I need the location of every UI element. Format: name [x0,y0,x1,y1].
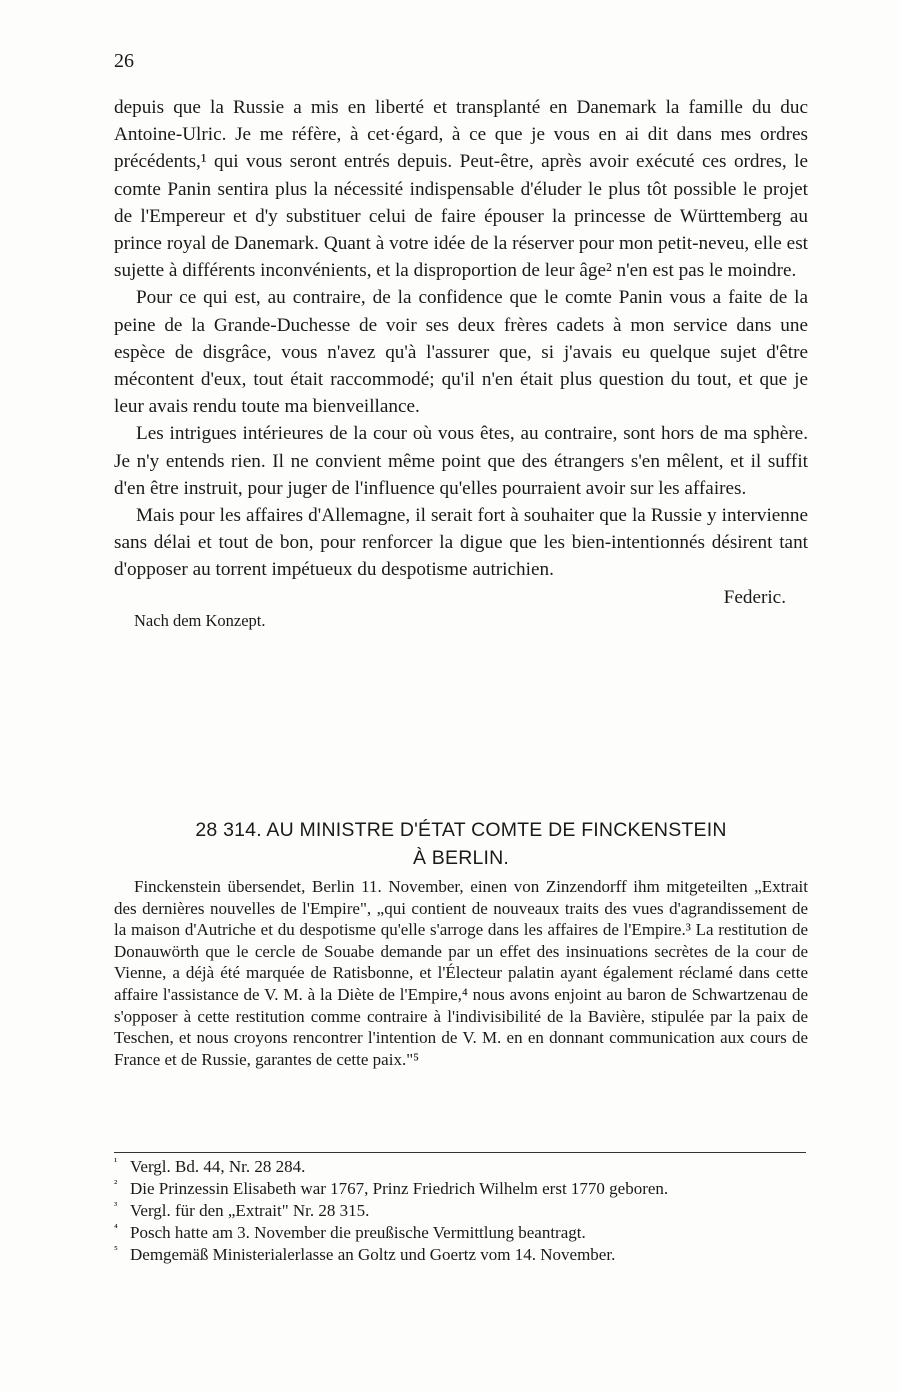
footnote: ³ Vergl. für den „Extrait" Nr. 28 315. [114,1200,370,1220]
footnote: ⁴ Posch hatte am 3. November die preußische Vermittlung beantragt. [114,1222,586,1242]
footnote-text: Posch hatte am 3. November die preußische Vermittlung beantragt. [130,1223,586,1242]
letter-paragraph: Mais pour les affaires d'Allemagne, il serait fort à souhaiter que la Russie y intervienne sans délai et tout de bon, pour renforcer la digue que les bien-intentionnés désirent tant d'opposer au torrent impétueux du despotisme autrichien. [114,505,808,581]
footnote-text: Demgemäß Ministerialerlasse an Goltz und Goertz vom 14. November. [130,1245,616,1264]
letter-body [114,94,808,632]
footnote-text: Vergl. Bd. 44, Nr. 28 284. [130,1157,306,1176]
letter-paragraph: depuis que la Russie a mis en liberté et transplanté en Danemark la famille du duc Antoine-Ulric. Je me réfère, à cet·égard, à ce que je vous en ai dit dans mes ordres précédents,¹ qui vous seront entrés depuis. Peut-être, après avoir exécuté ces ordres, le comte Panin sentira plus la nécessité indispensable d'éluder le plus tôt possible le projet de l'Empereur et d'y substituer celui de faire épouser la princesse de Württemberg au prince royal de Danemark. Quant à votre idée de la réserver pour mon petit-neveu, elle est sujette à différents inconvénients, et la disproportion de leur âge² n'en est pas le moindre. [114,97,808,282]
footnote: ¹ Vergl. Bd. 44, Nr. 28 284. [114,1156,306,1176]
signature: Federic. [723,586,786,608]
page-number: 26 [114,50,134,72]
letter-paragraph: Les intrigues intérieures de la cour où vous êtes, au contraire, sont hors de ma sphère. Je n'y entends rien. Il ne convient même point que des étrangers s'en mêlent, et il suffit d'en être instruit, pour juger de l'influence qu'elles pourraient avoir sur les affaires. [114,423,808,499]
heading-line: À BERLIN. [412,847,510,869]
footnote-text: Vergl. für den „Extrait" Nr. 28 315. [130,1201,370,1220]
source-note: Nach dem Konzept. [134,610,266,630]
summary-block [114,876,808,1070]
letter-paragraph: Pour ce qui est, au contraire, de la confidence que le comte Panin vous a faite de la peine de la Grande-Duchesse de voir ses deux frères cadets à mon service dans une espèce de disgrâce, vous n'avez qu'à l'assurer que, si j'avais eu quelque sujet d'être mécontent d'eux, tout était raccommodé; qu'il n'en était plus question du tout, et que je leur avais rendu toute ma bienveillance. [114,287,808,418]
document-heading [114,816,808,872]
footnote-text: Die Prinzessin Elisabeth war 1767, Prinz Friedrich Wilhelm erst 1770 geboren. [130,1179,669,1198]
footnote-divider [114,1152,806,1153]
summary-paragraph: Finckenstein übersendet, Berlin 11. November, einen von Zinzendorff ihm mitgeteilten „Extrait des dernières nouvelles de l'Empire", „qui contient de nouveaux traits des vues d'agrandissement de la maison d'Autriche et du despotisme qu'elle s'arroge dans les affaires de l'Empire.³ La restitution de Donauwörth que le cercle de Souabe demande par un effet des insinuations secrètes de la cour de Vienne, a déjà été marquée de Ratisbonne, et l'Électeur palatin ayant également réclamé dans cette affaire l'assistance de V. M. à la Diète de l'Empire,⁴ nous avons enjoint au baron de Schwartzenau de s'opposer à cette restitution comme contraire à l'indivisibilité de la Bavière, stipulée par la paix de Teschen, et nous croyons rencontrer l'intention de V. M. en en donnant communication aux cours de France et de Russie, garantes de cette paix."⁵ [114,877,808,1069]
footnotes [114,1156,808,1266]
footnote: ² Die Prinzessin Elisabeth war 1767, Prinz Friedrich Wilhelm erst 1770 geboren. [114,1178,669,1198]
footnote: ⁵ Demgemäß Ministerialerlasse an Goltz und Goertz vom 14. November. [114,1244,616,1264]
heading-line: 28 314. AU MINISTRE D'ÉTAT COMTE DE FINCKENSTEIN [195,819,727,841]
